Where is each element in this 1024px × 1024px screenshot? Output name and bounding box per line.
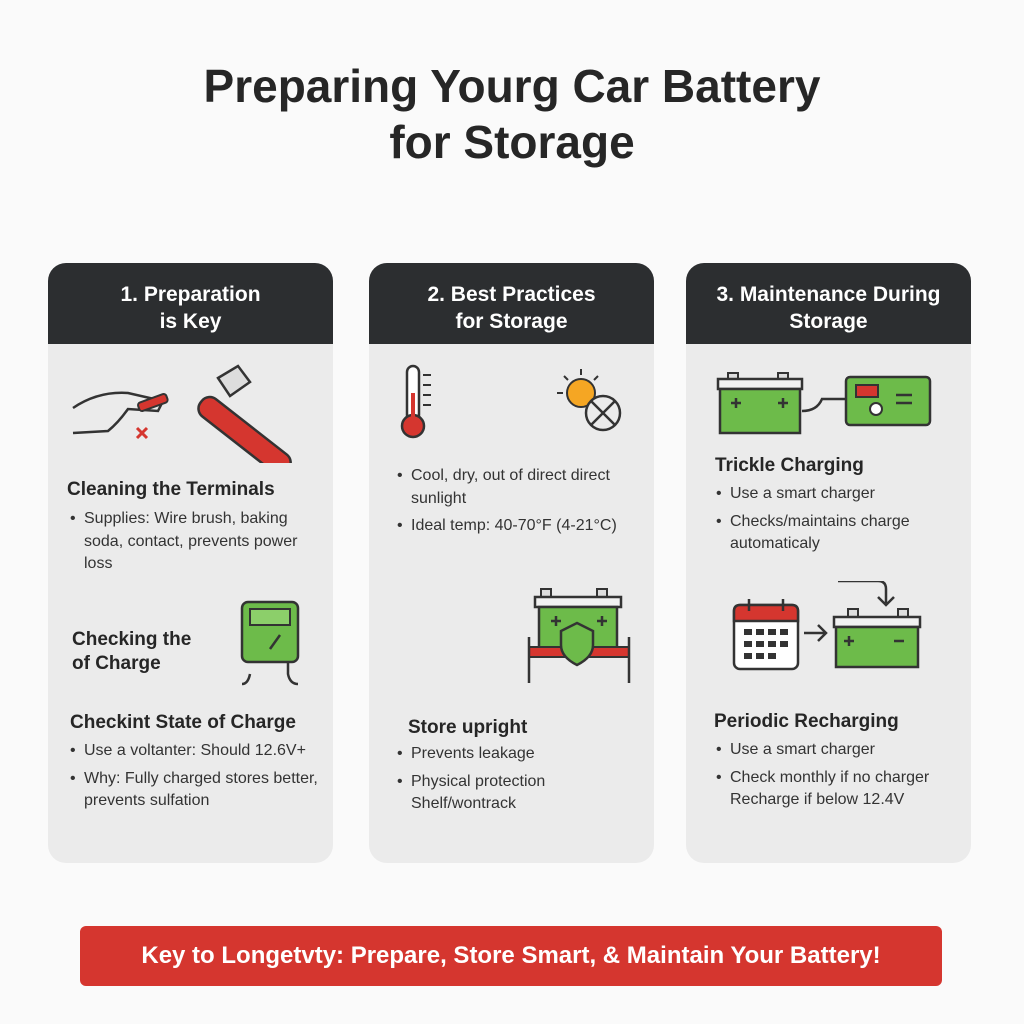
- card-header-line: 2. Best Practices: [427, 283, 596, 306]
- title-line-1: Preparing Yourg Car Battery: [203, 60, 821, 112]
- battery-shield-icon: [527, 585, 633, 685]
- trickle-charger-icon: [716, 371, 936, 441]
- bullet-item: • Use a smart charger: [714, 483, 964, 506]
- periodic-recharge-icon: [732, 581, 927, 673]
- bullet-item: • Cool, dry, out of direct direct sunlight: [395, 465, 640, 510]
- bullet-list: [395, 743, 640, 821]
- thermometer-icon: [397, 363, 437, 441]
- section-title-line: of Charge: [72, 653, 161, 674]
- multimeter-icon: [238, 599, 308, 689]
- card-header-line: 1. Preparation: [120, 283, 261, 306]
- card-best-practices: [369, 263, 654, 863]
- card-header-line: 3. Maintenance During: [716, 283, 941, 306]
- bullet-item: • Checks/maintains charge automaticaly: [714, 511, 964, 556]
- bullet-item: • Why: Fully charged stores better, prevents sulfation: [68, 768, 318, 813]
- bullet-list: [714, 483, 964, 561]
- card-header-line: is Key: [159, 310, 222, 333]
- bullet-item: • Supplies: Wire brush, baking soda, contact, prevents power loss: [68, 508, 308, 576]
- bullet-item: • Prevents leakage: [395, 743, 640, 766]
- section-title: Cleaning the Terminals: [67, 479, 275, 500]
- bullet-item: • Physical protection Shelf/wontrack: [395, 771, 640, 816]
- bullet-list: [395, 465, 640, 543]
- card-preparation: [48, 263, 333, 863]
- section-title: Store upright: [408, 717, 528, 738]
- bullet-item: • Ideal temp: 40-70°F (4-21°C): [395, 515, 640, 538]
- section-title-line: Checking the: [72, 629, 192, 650]
- card-header: [686, 263, 971, 344]
- card-header-line: Storage: [789, 310, 868, 333]
- card-maintenance: [686, 263, 971, 863]
- bullet-list: [68, 508, 308, 581]
- bullet-item: • Use a voltanter: Should 12.6V+: [68, 740, 318, 763]
- bullet-item: • Check monthly if no charger Recharge if below 12.4V: [714, 767, 964, 812]
- section-title: Checkint State of Charge: [70, 712, 296, 733]
- card-header-line: for Storage: [455, 310, 568, 333]
- page-title: [0, 58, 1024, 170]
- no-sunlight-icon: [551, 365, 631, 437]
- key-takeaway-banner: Key to Longetvty: Prepare, Store Smart, & Maintain Your Battery!: [80, 926, 942, 986]
- card-header: [48, 263, 333, 344]
- bullet-item: • Use a smart charger: [714, 739, 964, 762]
- cleaning-terminals-icon: [68, 363, 298, 463]
- section-title: Periodic Recharging: [714, 711, 899, 732]
- title-line-2: for Storage: [389, 116, 635, 168]
- section-title: [72, 628, 191, 676]
- section-title: Trickle Charging: [715, 455, 864, 476]
- bullet-list: [68, 740, 318, 818]
- card-header: [369, 263, 654, 344]
- bullet-list: [714, 739, 964, 817]
